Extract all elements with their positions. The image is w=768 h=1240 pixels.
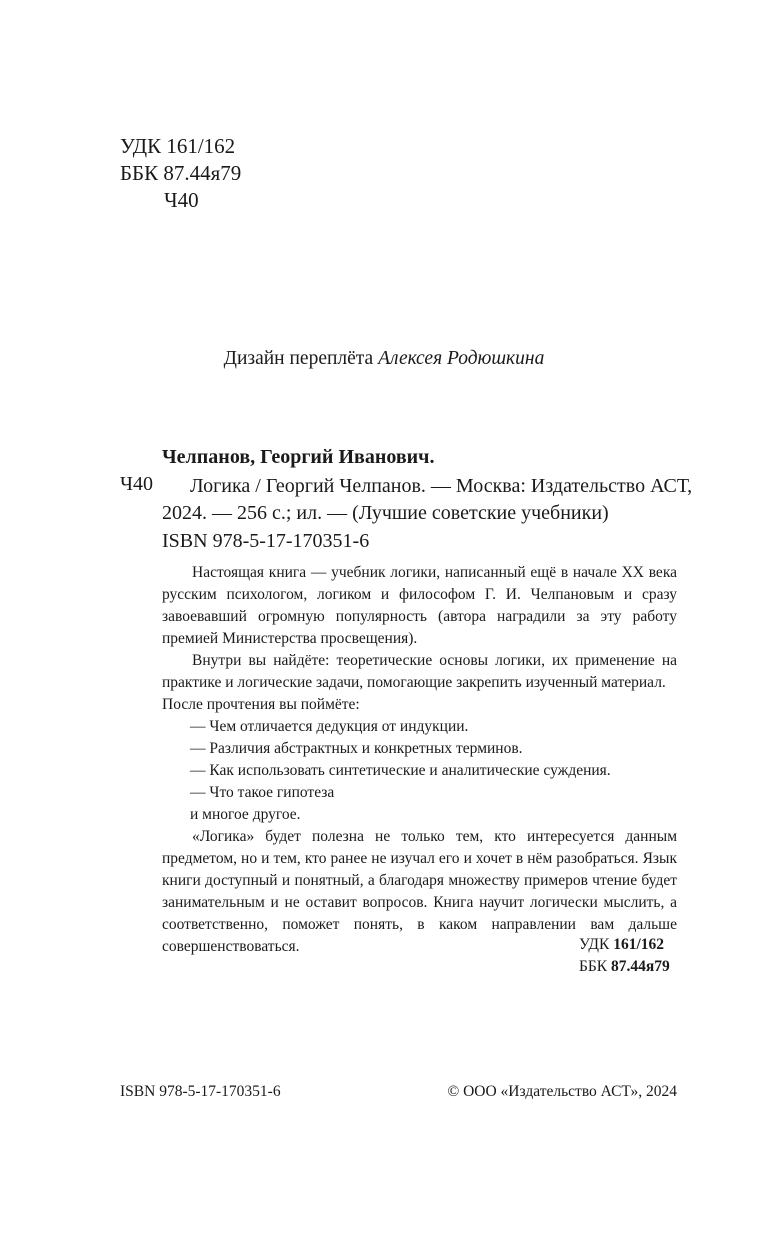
classification-udk <box>579 934 670 956</box>
annotation-bullet: — Что такое гипотеза <box>190 784 335 801</box>
annotation-and-more: и многое другое. <box>190 806 301 823</box>
classification-bbk <box>579 956 670 978</box>
author-heading: Челпанов, Георгий Иванович. <box>162 446 435 468</box>
author-mark: Ч40 <box>164 188 199 212</box>
annotation-paragraph: Внутри вы найдёте: теоретические основы логики, их применение на практике и логические задачи, помогающие закрепить изученный материал. <box>162 652 677 691</box>
bbk-code: ББК 87.44я79 <box>120 161 242 185</box>
bibliographic-line-1: Логика / Георгий Челпанов. — Москва: Издательство АСТ, <box>190 475 693 497</box>
bibliographic-line-2: 2024. — 256 с.; ил. — (Лучшие советские учебники) <box>162 502 609 524</box>
annotation <box>162 562 677 958</box>
annotation-bullet: — Чем отличается дедукция от индукции. <box>190 718 469 735</box>
design-credit-prefix: Дизайн переплёта <box>223 348 374 369</box>
udk-value: 161/162 <box>613 936 665 953</box>
bbk-value: 87.44я79 <box>611 958 670 975</box>
annotation-bullet: — Как использовать синтетические и аналитические суждения. <box>190 762 611 779</box>
annotation-paragraph: «Логика» будет полезна не только тем, кто интересуется данным предметом, но и тем, кто ранее не изучал его и хочет в нём разобраться. Язык книги доступный и понятный, а благодаря множеству примеров чтение будет занимательным и не оставит вопросов. Книга научит логически мыслить, а соответственно, поможет понять, в каком направлении вам дальше совершенствоваться. <box>162 828 677 955</box>
footer-isbn: ISBN 978-5-17-170351-6 <box>120 1083 281 1100</box>
footer-copyright: © ООО «Издательство АСТ», 2024 <box>447 1083 677 1100</box>
annotation-bullet: — Различия абстрактных и конкретных терминов. <box>190 740 523 757</box>
isbn: ISBN 978-5-17-170351-6 <box>162 530 370 552</box>
header-codes <box>120 133 241 214</box>
bibliographic-author-mark: Ч40 <box>120 473 153 495</box>
classification-codes <box>579 934 670 978</box>
annotation-lead: После прочтения вы поймёте: <box>162 696 360 713</box>
bbk-label: ББК <box>579 958 608 975</box>
designer-name: Алексея Родюшкина <box>378 348 545 369</box>
udk-label: УДК <box>579 936 610 953</box>
annotation-paragraph: Настоящая книга — учебник логики, написанный ещё в начале XX века русским психологом, логиком и философом Г. И. Челпановым и сразу завоевавший огромную популярность (автора наградили за эту работу премией Министерства просвещения). <box>162 564 677 647</box>
design-credit <box>0 348 768 370</box>
bibliographic-description <box>162 473 693 527</box>
udk-code: УДК 161/162 <box>120 134 236 158</box>
